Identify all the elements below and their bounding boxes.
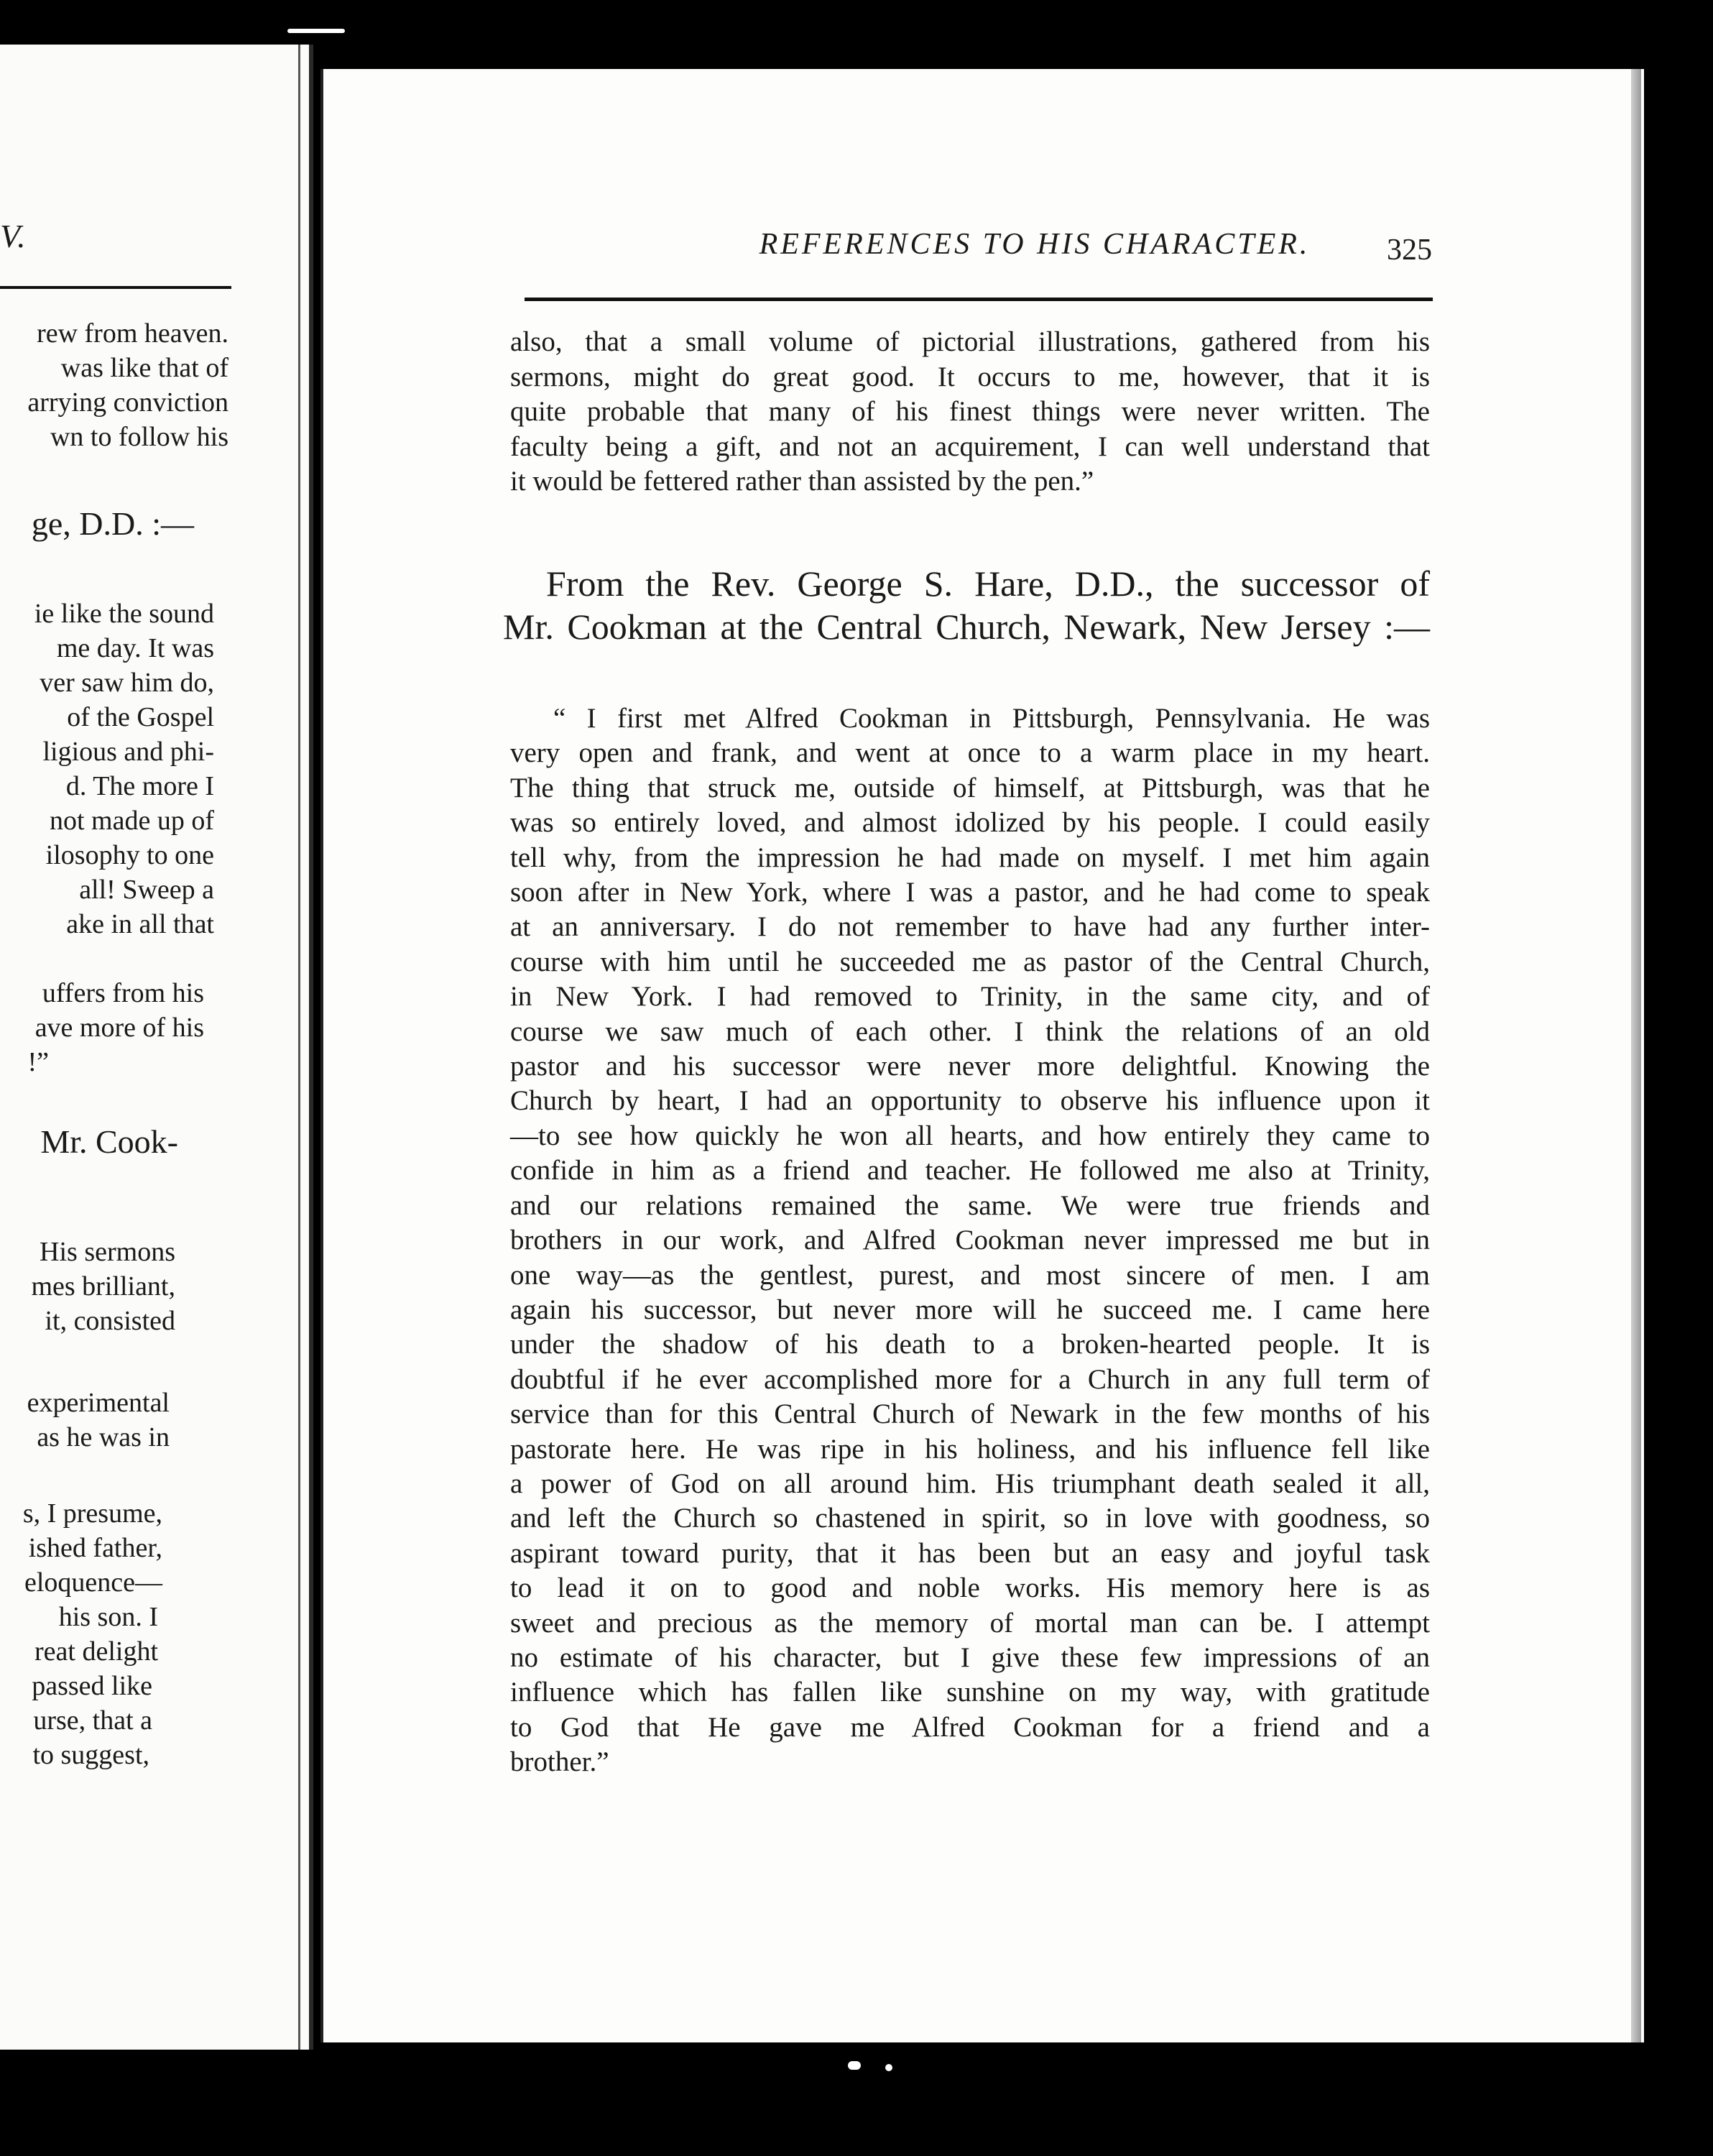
left-section-heading: ge, D.D. :—: [31, 505, 194, 542]
left-text-line: it, consisted: [45, 1306, 175, 1336]
text-line: service than for this Central Church of Newark in the few months of his: [510, 1399, 1430, 1430]
page-edge-shadow: [1631, 69, 1641, 2042]
left-text-line: experimental: [27, 1388, 170, 1418]
text-line: faculty being a gift, and not an acquirement, I can well understand that: [510, 430, 1430, 462]
text-line: also, that a small volume of pictorial illustrations, gathered from his: [510, 326, 1430, 357]
quote-paragraph: [510, 701, 1430, 1780]
scan-speck: [287, 29, 345, 33]
text-line: sweet and precious as the memory of mortal man can be. I attempt: [510, 1607, 1430, 1639]
left-text-line: ie like the sound: [34, 599, 214, 629]
text-line: influence which has fallen like sunshine on my way, with gratitude: [510, 1677, 1430, 1708]
gutter-shadow: [298, 45, 300, 2050]
left-text-line: me day. It was: [56, 633, 214, 663]
text-line: Church by heart, I had an opportunity to observe his influence upon it: [510, 1085, 1430, 1117]
section-heading-line: Mr. Cookman at the Central Church, Newark, New Jersey :—: [503, 607, 1430, 647]
left-text-line: ver saw him do,: [40, 668, 214, 698]
text-line: it would be fettered rather than assisted by the pen.”: [510, 466, 1094, 497]
left-text-line: rew from heaven.: [37, 318, 228, 349]
text-line: doubtful if he ever accomplished more for a Church in any full term of: [510, 1363, 1430, 1395]
left-text-line: eloquence—: [24, 1567, 162, 1598]
running-head: REFERENCES TO HIS CHARACTER.: [759, 228, 1311, 261]
left-text-line: his son. I: [58, 1602, 158, 1632]
left-text-line: reat delight: [34, 1636, 158, 1667]
text-line: in New York. I had removed to Trinity, in the same city, and of: [510, 981, 1430, 1013]
left-text-line: as he was in: [37, 1422, 170, 1452]
left-text-line: urse, that a: [33, 1705, 152, 1736]
left-text-line: was like that of: [60, 353, 228, 383]
continued-paragraph: [510, 325, 1430, 499]
text-line: a power of God on all around him. His triumphant death sealed it all,: [510, 1468, 1430, 1499]
text-line: at an anniversary. I do not remember to have had any further inter-: [510, 911, 1430, 943]
left-text-line: wn to follow his: [50, 422, 228, 452]
text-line: was so entirely loved, and almost idolized by his people. I could easily: [510, 807, 1430, 839]
left-text-line: His sermons: [40, 1237, 175, 1267]
text-line: quite probable that many of his finest things were never written. The: [510, 396, 1430, 427]
text-line: course we saw much of each other. I think the relations of an old: [510, 1015, 1430, 1047]
left-header-rule: [0, 286, 231, 289]
left-text-line: s, I presume,: [22, 1498, 162, 1529]
section-heading: [503, 562, 1430, 648]
left-text-line: all! Sweep a: [79, 875, 214, 905]
text-line: under the shadow of his death to a broken-hearted people. It is: [510, 1329, 1430, 1360]
text-line: soon after in New York, where I was a pastor, and he had come to speak: [510, 877, 1430, 908]
text-line: and our relations remained the same. We were true friends and: [510, 1189, 1430, 1221]
text-line: to God that He gave me Alfred Cookman for a friend and a: [510, 1711, 1430, 1743]
text-line: aspirant toward purity, that it has been but an easy and joyful task: [510, 1537, 1430, 1569]
left-text-line: d. The more I: [65, 771, 214, 801]
text-line: very open and frank, and went at once to a warm place in my heart.: [510, 737, 1430, 769]
left-text-line: passed like: [32, 1671, 152, 1701]
scan-speck: [885, 2064, 892, 2071]
left-text-line: !”: [27, 1047, 49, 1077]
left-text-line: not made up of: [49, 806, 214, 836]
text-line: again his successor, but never more will he succeed me. I came here: [510, 1294, 1430, 1325]
left-text-line: uffers from his: [42, 978, 204, 1008]
left-page-fragment: [0, 45, 313, 2050]
text-line: brother.”: [510, 1746, 609, 1778]
left-text-line: ished father,: [28, 1533, 162, 1563]
section-heading-line: From the Rev. George S. Hare, D.D., the successor of: [546, 563, 1430, 604]
text-line: no estimate of his character, but I give these few impressions of an: [510, 1641, 1430, 1673]
left-text-line: ave more of his: [34, 1013, 204, 1043]
text-line: “ I first met Alfred Cookman in Pittsburgh, Pennsylvania. He was: [553, 703, 1430, 734]
right-page: [320, 69, 1644, 2042]
page-number: 325: [1387, 234, 1432, 267]
text-line: and left the Church so chastened in spirit, so in love with goodness, so: [510, 1503, 1430, 1534]
text-line: pastorate here. He was ripe in his holiness, and his influence fell like: [510, 1433, 1430, 1465]
text-line: confide in him as a friend and teacher. He followed me also at Trinity,: [510, 1155, 1430, 1187]
left-text-line: mes brilliant,: [31, 1271, 175, 1302]
left-text-line: of the Gospel: [67, 702, 214, 732]
header-rule: [525, 298, 1433, 301]
text-line: sermons, might do great good. It occurs to me, however, that it is: [510, 361, 1430, 392]
left-text-line: ake in all that: [66, 909, 214, 939]
text-line: to lead it on to good and noble works. His memory here is as: [510, 1572, 1430, 1604]
left-text-line: ilosophy to one: [45, 840, 214, 870]
text-line: one way—as the gentlest, purest, and most sincere of men. I am: [510, 1259, 1430, 1291]
left-text-line: to suggest,: [32, 1740, 149, 1770]
left-section-heading: Mr. Cook-: [40, 1123, 178, 1160]
text-line: tell why, from the impression he had made on myself. I met him again: [510, 842, 1430, 873]
scan-speck: [848, 2061, 861, 2070]
text-line: —to see how quickly he won all hearts, and how entirely they came to: [510, 1120, 1430, 1151]
text-line: The thing that struck me, outside of himself, at Pittsburgh, was that he: [510, 772, 1430, 803]
left-text-line: arrying conviction: [27, 387, 228, 418]
left-running-head: V.: [0, 218, 27, 254]
text-line: brothers in our work, and Alfred Cookman never impressed me but in: [510, 1225, 1430, 1256]
left-text-line: ligious and phi-: [42, 737, 214, 767]
text-line: course with him until he succeeded me as pastor of the Central Church,: [510, 946, 1430, 977]
text-line: pastor and his successor were never more delightful. Knowing the: [510, 1051, 1430, 1082]
